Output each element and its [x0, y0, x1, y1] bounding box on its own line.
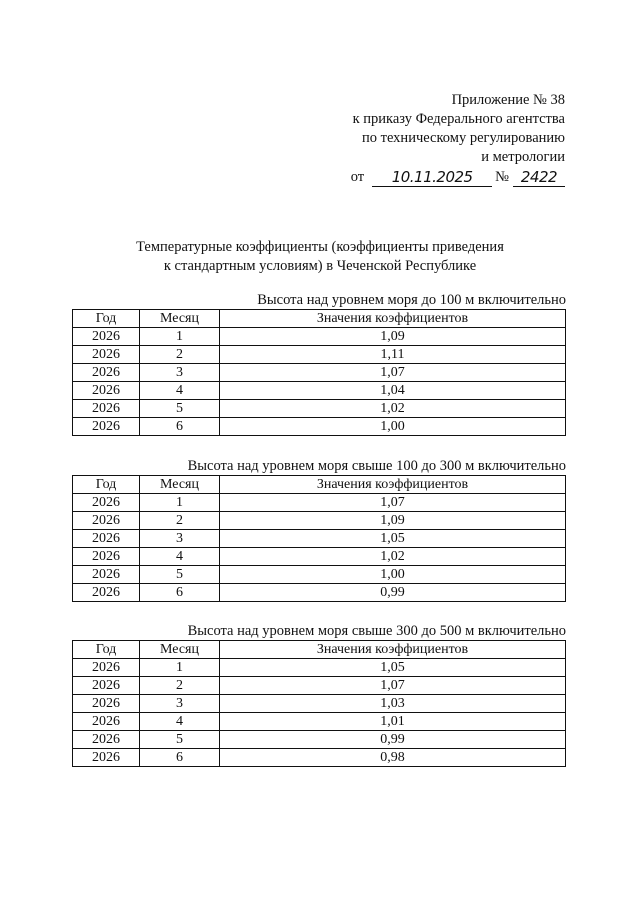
- column-header-month: Месяц: [140, 641, 220, 659]
- order-reference: к приказу Федерального агентства: [352, 111, 565, 127]
- agency-name-line-end: и метрологии: [481, 149, 565, 165]
- cell-year: 2026: [73, 695, 140, 713]
- table-row: [73, 713, 566, 731]
- column-header-values: Значения коэффициентов: [220, 476, 566, 494]
- table-row: [73, 364, 566, 382]
- cell-month: 3: [140, 695, 220, 713]
- cell-month: 6: [140, 749, 220, 767]
- table-row: [73, 494, 566, 512]
- cell-month: 2: [140, 677, 220, 695]
- cell-year: 2026: [73, 530, 140, 548]
- document-title: [0, 238, 640, 276]
- cell-month: 4: [140, 548, 220, 566]
- table-row: [73, 584, 566, 602]
- table-header-row: [73, 310, 566, 328]
- title-line-1: Температурные коэффициенты (коэффициенты приведения: [136, 239, 504, 255]
- cell-value: 1,05: [220, 659, 566, 677]
- cell-value: 1,00: [220, 418, 566, 436]
- table-row: [73, 548, 566, 566]
- table-section-3: [72, 623, 566, 767]
- table-row: [73, 677, 566, 695]
- cell-month: 5: [140, 566, 220, 584]
- agency-name-line: по техническому регулированию: [361, 130, 565, 146]
- column-header-year: Год: [73, 310, 140, 328]
- cell-year: 2026: [73, 328, 140, 346]
- cell-year: 2026: [73, 713, 140, 731]
- coefficients-table: [72, 309, 566, 436]
- table-section-1: [72, 292, 566, 436]
- table-row: [73, 328, 566, 346]
- title-line-2: к стандартным условиям) в Чеченской Республике: [163, 258, 477, 274]
- cell-year: 2026: [73, 512, 140, 530]
- cell-year: 2026: [73, 494, 140, 512]
- cell-year: 2026: [73, 731, 140, 749]
- table-row: [73, 695, 566, 713]
- document-header: [351, 91, 565, 187]
- table-header-row: [73, 641, 566, 659]
- cell-year: 2026: [73, 346, 140, 364]
- table-row: [73, 382, 566, 400]
- cell-value: 1,09: [220, 328, 566, 346]
- cell-month: 2: [140, 346, 220, 364]
- cell-month: 6: [140, 584, 220, 602]
- column-header-year: Год: [73, 476, 140, 494]
- cell-year: 2026: [73, 677, 140, 695]
- coefficients-table: [72, 475, 566, 602]
- date-prefix: от: [350, 169, 365, 185]
- table-header-row: [73, 476, 566, 494]
- cell-year: 2026: [73, 584, 140, 602]
- cell-value: 0,99: [220, 731, 566, 749]
- cell-value: 1,02: [220, 548, 566, 566]
- order-number: 2422: [513, 168, 565, 187]
- column-header-values: Значения коэффициентов: [220, 641, 566, 659]
- table-row: [73, 512, 566, 530]
- cell-year: 2026: [73, 418, 140, 436]
- column-header-month: Месяц: [140, 476, 220, 494]
- table-row: [73, 418, 566, 436]
- cell-month: 1: [140, 328, 220, 346]
- cell-value: 1,09: [220, 512, 566, 530]
- cell-year: 2026: [73, 566, 140, 584]
- cell-month: 1: [140, 659, 220, 677]
- cell-year: 2026: [73, 382, 140, 400]
- cell-value: 1,07: [220, 364, 566, 382]
- cell-month: 3: [140, 530, 220, 548]
- order-date: 10.11.2025: [372, 168, 492, 187]
- cell-month: 5: [140, 731, 220, 749]
- cell-value: 1,07: [220, 494, 566, 512]
- order-date-number-row: [351, 168, 565, 187]
- table-row: [73, 346, 566, 364]
- table-row: [73, 566, 566, 584]
- table-caption: Высота над уровнем моря свыше 300 до 500 м включительно: [187, 623, 566, 639]
- cell-value: 1,04: [220, 382, 566, 400]
- cell-month: 4: [140, 382, 220, 400]
- cell-value: 1,02: [220, 400, 566, 418]
- cell-value: 0,99: [220, 584, 566, 602]
- table-caption: Высота над уровнем моря свыше 100 до 300 м включительно: [187, 458, 566, 474]
- cell-month: 2: [140, 512, 220, 530]
- column-header-values: Значения коэффициентов: [220, 310, 566, 328]
- table-row: [73, 400, 566, 418]
- cell-month: 1: [140, 494, 220, 512]
- cell-value: 0,98: [220, 749, 566, 767]
- column-header-month: Месяц: [140, 310, 220, 328]
- table-row: [73, 659, 566, 677]
- cell-month: 4: [140, 713, 220, 731]
- cell-month: 6: [140, 418, 220, 436]
- cell-value: 1,01: [220, 713, 566, 731]
- coefficients-table: [72, 640, 566, 767]
- table-row: [73, 731, 566, 749]
- cell-month: 3: [140, 364, 220, 382]
- cell-year: 2026: [73, 548, 140, 566]
- cell-value: 1,11: [220, 346, 566, 364]
- cell-year: 2026: [73, 749, 140, 767]
- table-row: [73, 749, 566, 767]
- table-row: [73, 530, 566, 548]
- cell-value: 1,03: [220, 695, 566, 713]
- cell-value: 1,05: [220, 530, 566, 548]
- number-prefix: №: [495, 169, 509, 185]
- appendix-number: Приложение № 38: [451, 92, 565, 108]
- cell-month: 5: [140, 400, 220, 418]
- cell-value: 1,00: [220, 566, 566, 584]
- cell-value: 1,07: [220, 677, 566, 695]
- table-caption: Высота над уровнем моря до 100 м включительно: [257, 292, 566, 308]
- cell-year: 2026: [73, 364, 140, 382]
- cell-year: 2026: [73, 400, 140, 418]
- cell-year: 2026: [73, 659, 140, 677]
- column-header-year: Год: [73, 641, 140, 659]
- table-section-2: [72, 458, 566, 602]
